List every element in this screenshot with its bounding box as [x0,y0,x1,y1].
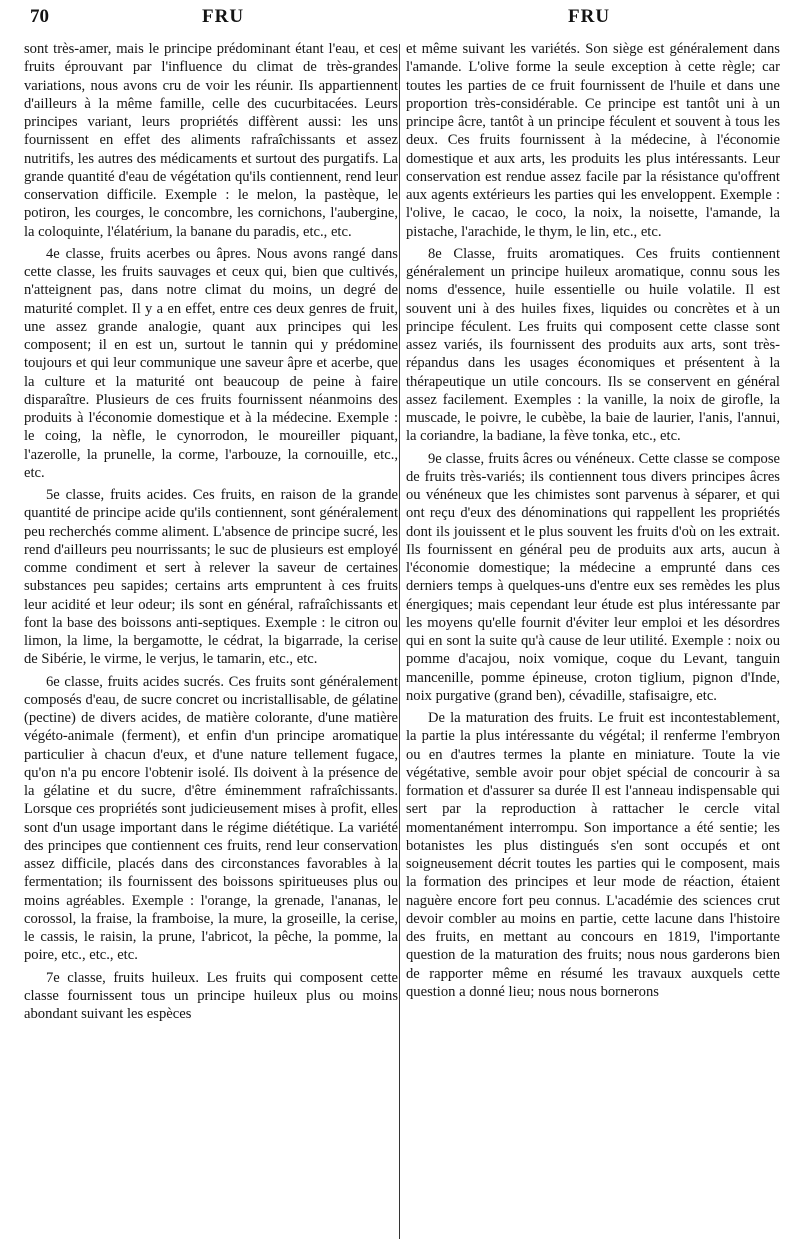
page-header [0,6,800,36]
running-head-left: FRU [202,6,245,27]
paragraph: 6e classe, fruits acides sucrés. Ces fruits sont généralement composés d'eau, de sucre concret ou incristallisable, de gélatine (pectine) de divers acides, de matière colorante, d'une matière végéto-animale (ferment), et enfin d'un principe aromatique particulier à chacun d'eux, et d'une nature tellement fugace, qu'on n'a pu encore l'obtenir isolé. Ils doivent à la présence de la gélatine et du sucre, d'être éminemment rafraîchissants. Lorsque ces propriétés sont judicieusement mises à profit, elles sont d'un usage important dans le régime diététique. La variété des principes que contiennent ces fruits, rend leur conservation assez difficile, placés dans des circonstances favorables à la fermentation; ils fournissent des boissons spiritueuses plus ou moins agréables. Exemple : l'orange, la grenade, l'ananas, le corossol, la fraise, la framboise, la mure, la groseille, la cerise, le cassis, le raisin, la prune, l'abricot, la pêche, la pomme, la poire, etc., etc., etc. [24,673,398,964]
paragraph: 4e classe, fruits acerbes ou âpres. Nous avons rangé dans cette classe, les fruits sauvages et ceux qui, bien que cultivés, n'atteignent pas, dans notre climat du moins, un degré de maturité complet. Il y a en effet, entre ces deux genres de fruit, une assez grande analogie, quant aux principes qui les composent; il en est un, surtout le tannin qui y prédomine toujours et qui leur communique une saveur âpre et acerbe, que la culture et la maturité ont beaucoup de peine à faire disparaître. Plusieurs de ces fruits fournissent néanmoins des produits à l'économie domestique et à la médecine. Exemple : le coing, la nèfle, le cynorrodon, le moureiller piquant, l'azerolle, la prunelle, la corme, l'arbouze, la cornouille, etc., etc. [24,245,398,481]
paragraph: 5e classe, fruits acides. Ces fruits, en raison de la grande quantité de principe acide qu'ils contiennent, sont généralement peu recherchés comme aliment. L'absence de principe sucré, les rend d'ailleurs peu nourrissants; le suc de plusieurs est employé comme condiment et sert à relever la saveur de certaines substances peu sapides; certains arts empruntent à ces fruits leur acidité et leur odeur; ils sont en général, rafraîchissants et font la base des boissons anti-septiques. Exemple : le citron ou limon, la lime, la bergamotte, le cédrat, la bigarrade, la cerise de Sibérie, le virme, le verjus, le tamarin, etc., etc. [24,487,398,668]
paragraph: 9e classe, fruits âcres ou vénéneux. Cette classe se compose de fruits très-variés; ils contiennent tous divers principes âcres ou vénéneux que les chimistes sont parvenus à séparer, et qui ont reçu d'eux des dénominations qui rappellent les propriétés dont ils jouissent et le plus souvent les fruits d'où on les extrait. Ils fournissent en général peu de produits aux arts, aucun à l'économie domestique; la médecine a emprunté dans ces derniers temps à quelques-uns d'entre eux ses remèdes les plus énergiques; mais cependant leur étude est plus intéressante par les moyens qu'elle fournit d'éviter leur emploi et les désordres qui en sont la suite qu'à cause de leur utilité. Exemple : noix ou pomme d'acajou, noix vomique, coque du Levant, tanguin mancenille, pomme épineuse, croton tiglium, pignon d'Inde, noix purgative (grand ben), cévadille, stafisaigre, etc. [406,450,780,704]
page-number: 70 [30,6,49,27]
left-column [24,40,398,1023]
paragraph: et même suivant les variétés. Son siège est généralement dans l'amande. L'olive forme la seule exception à cette règle; car toutes les parties de ce fruit fournissent de l'huile et dans une proportion très-considérable. Ce principe est tantôt uni à un principe âcre, tantôt à un principe féculent et souvent à tous les deux. Ces fruits fournissent à la médecine, à l'économie domestique et aux arts, les produits les plus intéressants. Leur conservation est rendue assez facile par la résistance qu'offrent aux agents extérieurs les parties qui les enveloppent. Exemple : l'olive, le cacao, le coco, la noix, la noisette, l'amande, la pistache, l'arachide, le thym, le lin, etc., etc. [406,41,780,240]
right-column [406,40,780,1001]
paragraph: 8e Classe, fruits aromatiques. Ces fruits contiennent généralement un principe huileux aromatique, connu sous les noms d'essence, huile essentielle ou huile volatile. Il est souvent uni à des huiles fixes, liquides ou concrètes et à un principe féculent. Les fruits qui composent cette classe sont assez variés, ils fournissent des produits aux arts, sont très-répandus dans les usages économiques et présentent à la thérapeutique un utile concours. Ils se conservent en général assez facilement. Exemples : la vanille, la noix de girofle, la muscade, le poivre, le cubèbe, la baie de laurier, l'anis, l'annui, la coriandre, la badiane, la fève tonka, etc., etc. [406,245,780,445]
paragraph: 7e classe, fruits huileux. Les fruits qui composent cette classe fournissent tous un principe huileux plus ou moins abondant suivant les espèces [24,969,398,1022]
column-divider [399,44,400,1239]
paragraph: sont très-amer, mais le principe prédominant étant l'eau, et ces fruits éprouvant par l'influence du climat de très-grandes variations, nous avons cru de voir les réunir. Ils appartiennent d'ailleurs à la même famille, celle des cucurbitacées. Leurs principes variant, leurs propriétés diffèrent aussi: les uns fournissent en effet des aliments rafraîchissants et assez nutritifs, les autres des médicaments et surtout des purgatifs. La grande quantité d'eau de végétation qu'ils contiennent, rend leur conservation difficile. Exemple : le melon, la pastèque, le potiron, les courges, le concombre, les cornichons, l'aubergine, la coloquinte, l'élatérium, la banane du paradis, etc., etc. [24,41,398,240]
running-head-right: FRU [568,6,611,27]
paragraph: De la maturation des fruits. Le fruit est incontestablement, la partie la plus intéressante du végétal; il renferme l'embryon ou en d'autres termes la plante en miniature. Toute la vie végétative, semble avoir pour objet spécial de concourir à sa formation et d'assurer sa durée Il est l'anneau indispensable qui sert par la reproduction à rattacher le cercle vital momentanément interrompu. Son importance a été sentie; les botanistes les plus distingués s'en sont occupés et ont soigneusement décrit toutes les parties qui le composent, mais la formation des principes et leur mode de réaction, étaient naguère encore fort peu connus. L'académie des sciences crut devoir combler au moins en partie, cette lacune dans l'histoire des fruits, en mettant au concours en 1819, l'importante question de la maturation des fruits; nous nous garderons bien de rapporter même en résumé les travaux auxquels cette question a donné lieu; nous nous bornerons [406,710,780,1000]
